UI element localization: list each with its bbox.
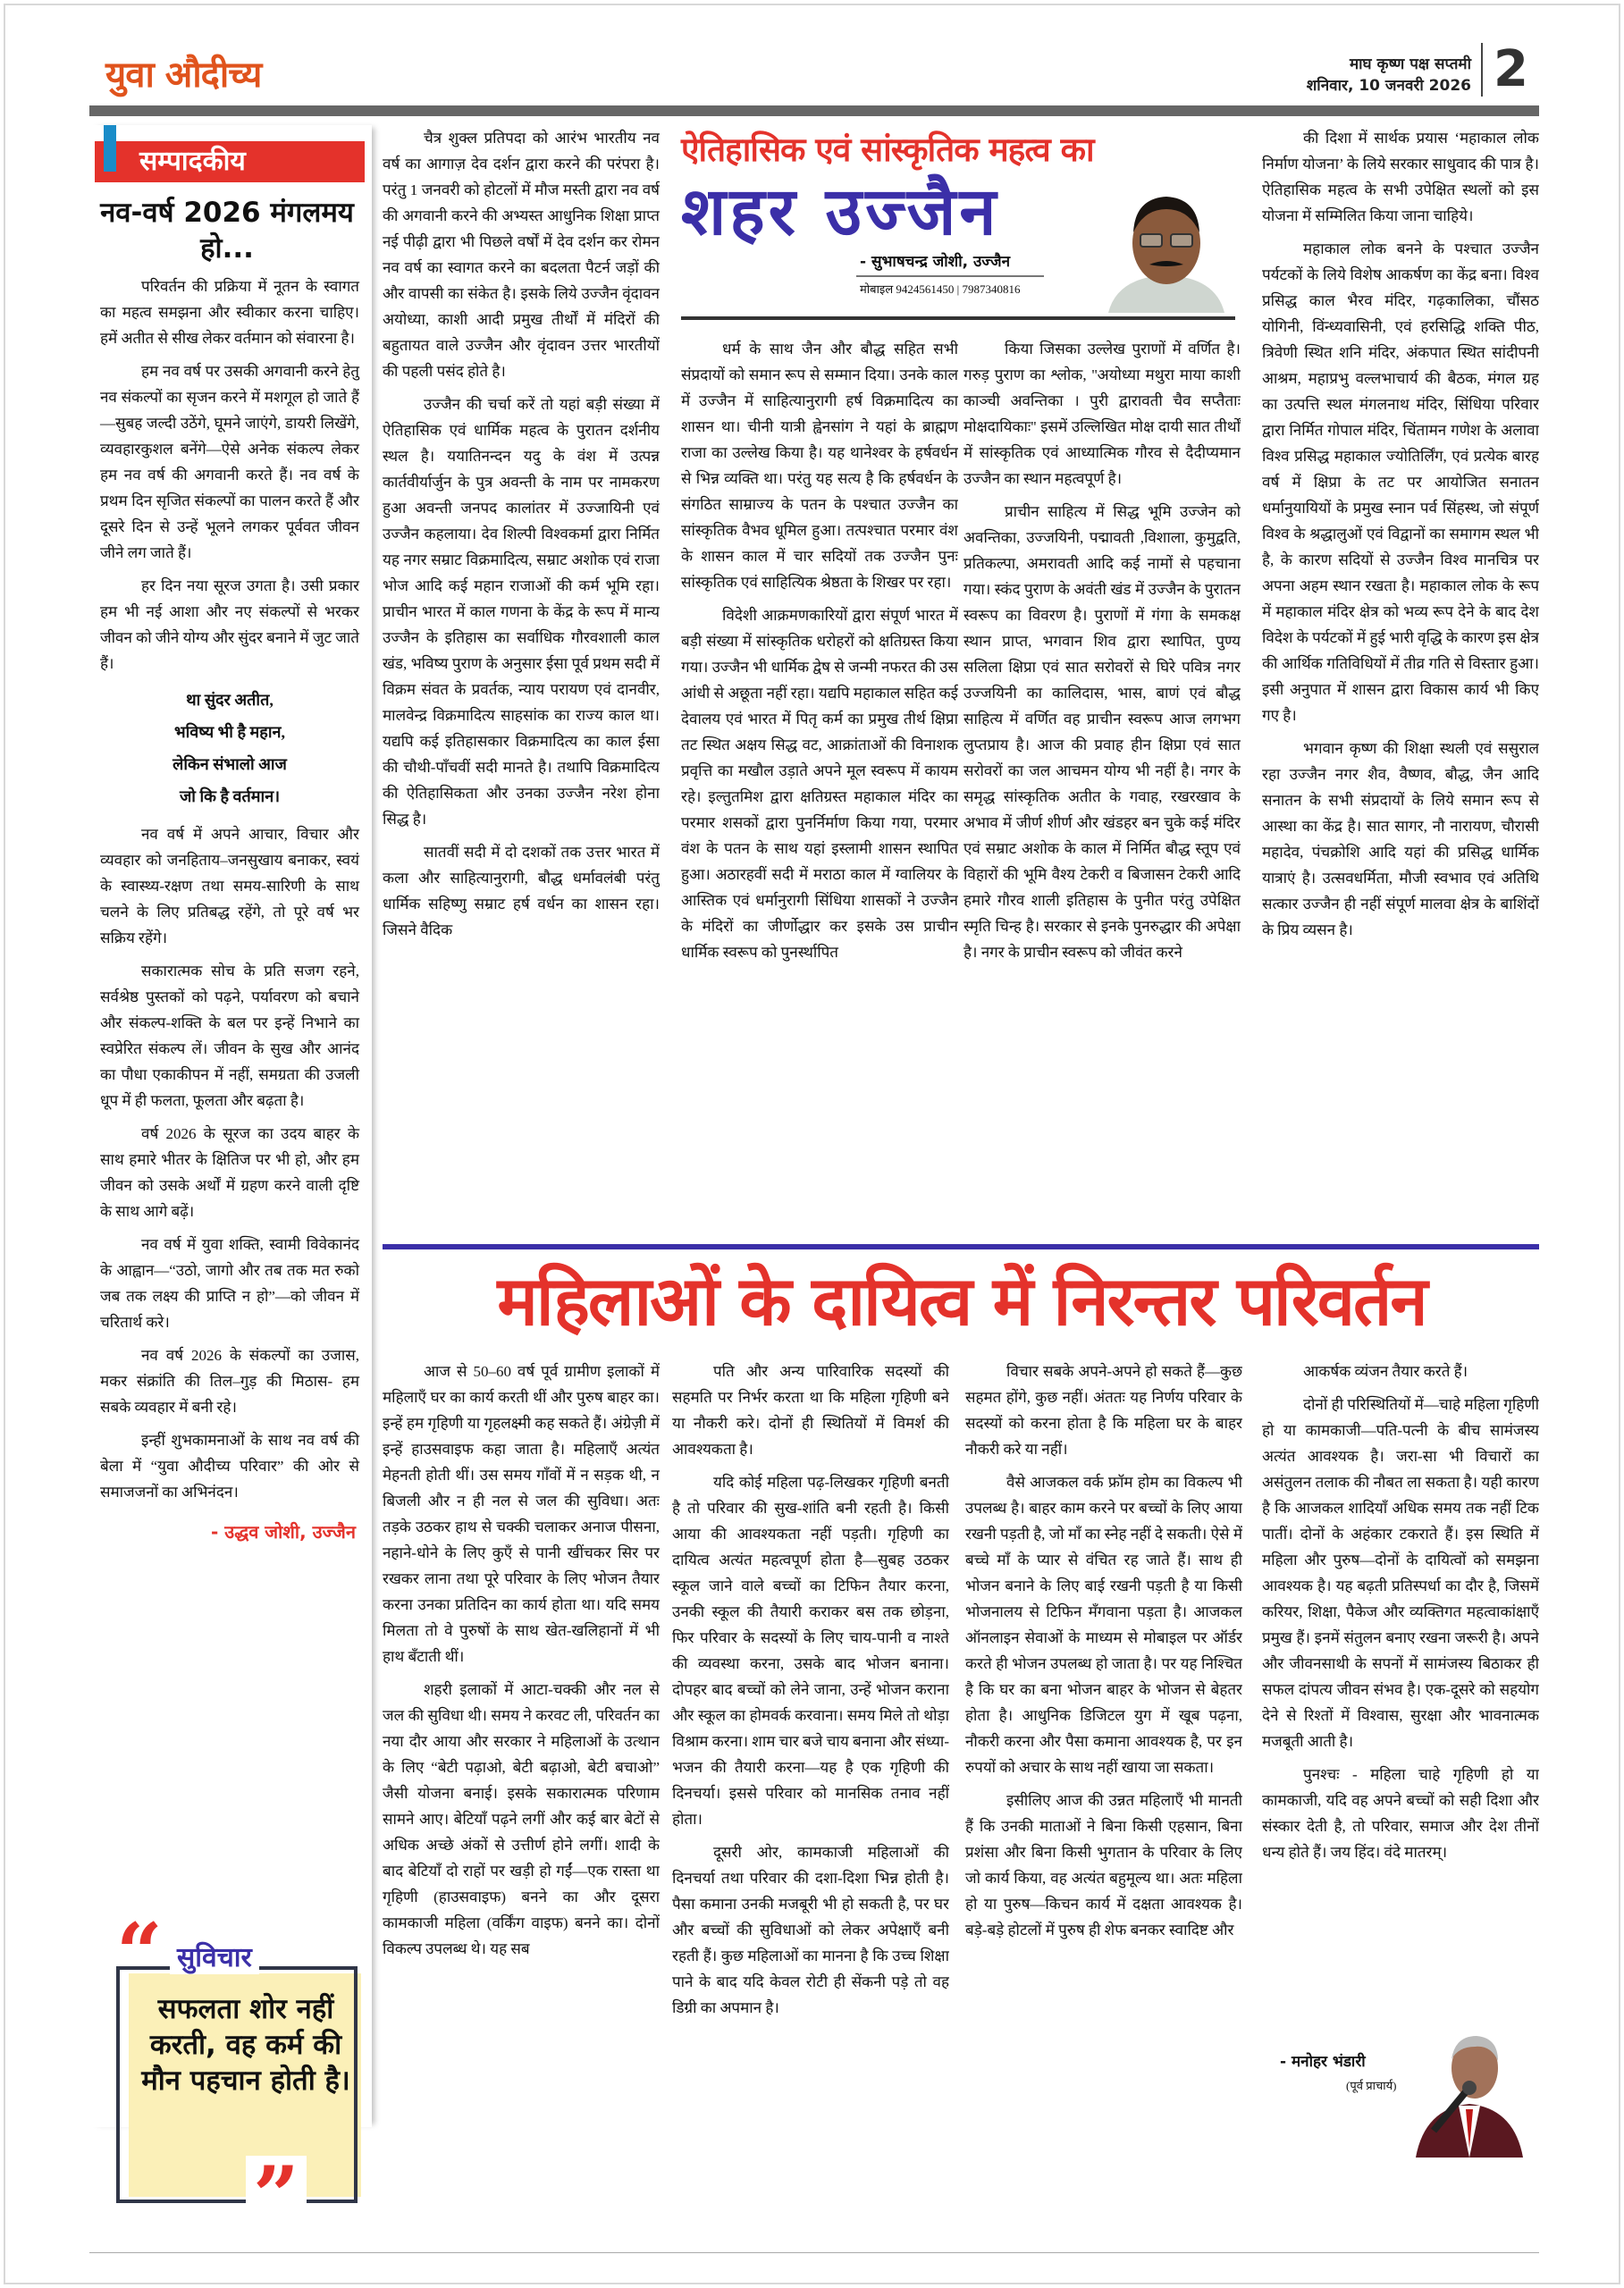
paragraph: शहरी इलाकों में आटा-चक्की और नल से जल की सुविधा थी। समय ने करवट ली, परिवर्तन का नया दौर आया और सरकार ने महिलाओं के उत्थान के लिए “बेटी पढ़ाओ, बेटी बढ़ाओ, बेटी बचाओ” जैसी योजना बनाई। इसके सकारात्मक परिणाम सामने आए। बेटियाँ पढ़ने लगीं और कई बार बेटों से अधिक अच्छे अंकों से उत्तीर्ण होने लगीं। शादी के बाद बेटियाँ दो राहों पर खड़ी हो गईं—एक रास्ता था गृहिणी (हाउसवाइफ) बनने का और दूसरा कामकाजी महिला (वर्किंग वाइफ) बनने का। दोनों विकल्प उपलब्ध थे। यह सब — [383, 1681, 660, 1957]
close-quote-icon: ” — [246, 2156, 307, 2236]
article-column — [672, 1358, 949, 2270]
article-column — [965, 1358, 1242, 2270]
divider — [383, 1244, 1539, 1249]
article-column — [1262, 1358, 1539, 2047]
divider — [856, 275, 1044, 277]
article-author: - सुभाषचन्द्र जोशी, उज्जैन — [860, 253, 1011, 271]
paragraph: आकर्षक व्यंजन तैयार करते हैं। — [1303, 1363, 1468, 1380]
author-photo — [1099, 179, 1233, 313]
paragraph: की दिशा में सार्थक प्रयास ‘महाकाल लोक निर्माण योजना’ के लिये सरकार साधुवाद की पात्र है। ऐतिहासिक महत्व के सभी उपेक्षित स्थलों को इस योजना में सम्मिलित किया जाना चाहिये। — [1262, 130, 1539, 224]
paragraph: हम नव वर्ष पर उसकी अगवानी करने हेतु नव संकल्पों का सृजन करने में मशगूल हो जाते हैं—सुबह जल्दी उठेंगे, घूमने जाएंगे, डायरी लिखेंगे, व्यवहारकुशल बनेंगे—ऐसे अनेक संकल्प लेकर हम नव वर्ष की अगवानी करते हैं। नव वर्ष के प्रथम दिन सृजित संकल्पों का पालन करते हैं और दूसरे दिन से उन्हें भूलने लगकर पूर्ववत जीवन जीने लग जाते हैं। — [100, 363, 359, 561]
paragraph: इन्हीं शुभकामनाओं के साथ नव वर्ष की बेला में “युवा औदीच्य परिवार” की ओर से समाजजनों का अभिनंदन। — [100, 1432, 359, 1501]
verse-line: था सुंदर अतीत, — [186, 691, 273, 709]
page-number: 2 — [1481, 43, 1528, 97]
issue-date: शनिवार, 10 जनवरी 2026 — [1306, 77, 1471, 95]
paragraph: पुनश्चः - महिला चाहे गृहिणी हो या कामकाजी, यदि वह अपने बच्चों को सही दिशा और संस्कार देती है, तो परिवार, समाज और देश तीनों धन्य होते हैं। जय हिंद। वंदे मातरम्। — [1262, 1766, 1539, 1861]
article-women — [383, 1237, 1539, 2283]
verse — [100, 684, 359, 812]
paragraph: नव वर्ष में युवा शक्ति, स्वामी विवेकानंद के आह्वान—“उठो, जागो और तब तक मत रुको जब तक लक्ष्य की प्राप्ति न हो”—को जीवन में चरितार्थ करे। — [100, 1236, 359, 1331]
editorial-body — [89, 266, 365, 1505]
paragraph: वैसे आजकल वर्क फ्रॉम होम का विकल्प भी उपलब्ध है। बाहर काम करने पर बच्चों के लिए आया रखनी पड़ती है, जो माँ का स्नेह नहीं दे सकती। ऐसे में बच्चे माँ के प्यार से वंचित रह जाते हैं। साथ ही भोजन बनाने के लिए बाई रखनी पड़ती है या किसी भोजनालय से टिफिन मँगवाना पड़ता है। आजकल ऑनलाइन सेवाओं के माध्यम से मोबाइल पर ऑर्डर करते ही भोजन उपलब्ध हो जाता है। पर यह निश्चित है कि घर का बना भोजन बाहर के भोजन से बेहतर होता है। आधुनिक डिजिटल युग में खूब पढ़ना, नौकरी करना और पैसा कमाना आवश्यक है, पर इन रुपयों को अचार के साथ नहीं खाया जा सकता। — [965, 1474, 1242, 1776]
date-block — [1307, 54, 1471, 97]
newspaper-logo: युवा औदीच्य — [105, 55, 262, 96]
paragraph: धर्म के साथ जैन और बौद्ध सहित सभी संप्रदायों को समान रूप से सम्मान दिया। उनके काल में उज्जैन में साहित्यानुरागी हर्ष विक्रमादित्य का शासन था। चीनी यात्री ह्वेनसांग ने यहां के ब्राह्मण राजा का उल्लेख किया है। यह थानेश्वर के हर्षवर्धन से भिन्न व्यक्ति था। परंतु यह सत्य है कि हर्षवर्धन के संगठित साम्राज्य के पतन के पश्चात उज्जैन का सांस्कृतिक वैभव धूमिल हुआ। तत्पश्चात परमार वंश के शासन काल में चार सदियों तक उज्जैन पुनः सांस्कृतिक एवं साहित्यिक श्रेष्ठता के शिखर पर रहा। — [681, 341, 958, 591]
article-ujjain — [383, 125, 1539, 1233]
article-title: महिलाओं के दायित्व में निरन्तर परिवर्तन — [497, 1261, 1426, 1341]
paragraph: पति और अन्य पारिवारिक सदस्यों की सहमति पर निर्भर करता था कि महिला गृहिणी बने या नौकरी करे। दोनों ही स्थितियों में विमर्श की आवश्यकता है। — [672, 1363, 949, 1458]
article-title: शहर उज्जैन — [681, 173, 1000, 250]
open-quote-icon: “ — [116, 1905, 163, 2000]
paragraph: विचार सबके अपने-अपने हो सकते हैं—कुछ सहमत होंगे, कुछ नहीं। अंततः यह निर्णय परिवार के सदस्यों को करना होता है कि महिला घर के बाहर नौकरी करे या नहीं। — [965, 1363, 1242, 1458]
paragraph: हर दिन नया सूरज उगता है। उसी प्रकार हम भी नई आशा और नए संकल्पों से भरकर जीवन को जीने योग्य और सुंदर बनाने में जुट जाते हैं। — [100, 577, 359, 672]
paragraph: उज्जैन की चर्चा करें तो यहां बड़ी संख्या में ऐतिहासिक एवं धार्मिक महत्व के पुरातन दर्शनीय स्थल है। ययातिनन्दन यदु के वंश में उत्पन्न कार्तवीर्यार्जुन के पुत्र अवन्ती के नाम पर नामकरण हुआ अवन्ती जनपद कालांतर में उज्जायिनी एवं उज्जैन कहलाया। देव शिल्पी विश्वकर्मा द्वारा निर्मित यह नगर सम्राट विक्रमादित्य, सम्राट अशोक एवं राजा भोज आदि कई महान राजाओं की कर्म भूमि रहा। प्राचीन भारत में काल गणना के केंद्र के रूप में मान्य उज्जैन के इतिहास का सर्वाधिक गौरवशाली काल खंड, भविष्य पुराण के अनुसार ईसा पूर्व प्रथम सदी में विक्रम संवत के प्रवर्तक, न्याय परायण एवं दानवीर, मालवेन्द्र विक्रमादित्य साहसांक का राज्य काल था। यद्यपि कई इतिहासकार विक्रमादित्य का काल ईसा की चौथी-पाँचवीं सदी मानते है। तथापि विक्रमादित्य की ऐतिहासिकता और उनका उज्जैन नरेश होना सिद्ध है। — [383, 396, 660, 828]
article-header — [681, 125, 1235, 317]
paragraph: यदि कोई महिला पढ़-लिखकर गृहिणी बनती है तो परिवार की सुख-शांति बनी रहती है। किसी आया की आवश्यकता नहीं पड़ती। गृहिणी का दायित्व अत्यंत महत्वपूर्ण होता है—सुबह उठकर स्कूल जाने वाले बच्चों का टिफिन तैयार करना, उनकी स्कूल की तैयारी कराकर बस तक छोड़ना, फिर परिवार के सदस्यों के लिए चाय-पानी व नाश्ते की व्यवस्था करना, उसके बाद भोजन बनाना। दोपहर बाद बच्चों को लेने जाना, उन्हें भोजन कराना और स्कूल का होमवर्क करवाना। समय मिले तो थोड़ा विश्राम करना। शाम चार बजे चाय बनाना और संध्या-भजन की तैयारी करना—यह है एक गृहिणी की दिनचर्या। इससे परिवार को मानसिक तनाव नहीं होता। — [672, 1474, 949, 1828]
editorial-section-label: सम्पादकीय — [95, 141, 365, 182]
verse-line: लेकिन संभालो आज — [172, 755, 287, 773]
paragraph: विदेशी आक्रमणकारियों द्वारा संपूर्ण भारत में बड़ी संख्या में सांस्कृतिक धरोहरों को क्षतिग्रस्त किया गया। उज्जैन भी धार्मिक द्वेष से जन्मी नफरत की उस आंधी से अछूता नहीं रहा। यद्यपि महाकाल सहित कई देवालय एवं भारत में पितृ कर्म का प्रमुख तीर्थ क्षिप्रा तट स्थित अक्षय सिद्ध वट, आक्रांताओं की विनाशक प्रवृत्ति का मखौल उड़ाते अपने मूल स्वरूप में कायम रहे। इल्तुतमिश द्वारा क्षतिग्रस्त महाकाल मंदिर का परमार शसकों द्वारा पुनर्निर्माण किया गया, परमार वंश के पतन के साथ यहां इस्लामी शासन स्थापित हुआ। अठारहवीं सदी में मराठा काल में ग्वालियर के आस्तिक एवं धर्मानुरागी सिंधिया शासकों ने उज्जैन के मंदिरों का जीर्णोद्धार कर इसके उस प्राचीन धार्मिक स्वरूप को पुनर्स्थापित — [681, 607, 958, 961]
paragraph: परिवर्तन की प्रक्रिया में नूतन के स्वागत का महत्व समझना और स्वीकार करना चाहिए। हमें अतीत से सीख लेकर वर्तमान को संवारना है। — [100, 278, 359, 347]
header-rule — [89, 105, 1539, 116]
editorial-title: नव-वर्ष 2026 मंगलमय हो... — [100, 197, 354, 265]
paragraph: सकारात्मक सोच के प्रति सजग रहने, सर्वश्रेष्ठ पुस्तकों को पढ़ने, पर्यावरण को बचाने और संकल्प-शक्ति के बल पर इन्हें निभाने का स्वप्रेरित संकल्प लें। जीवन के सुख और आनंद का पौधा एकाकीपन में नहीं, समग्रता की उजली धूप में ही फलता, फूलता और बढ़ता है। — [100, 963, 359, 1109]
paragraph: सातवीं सदी में दो दशकों तक उत्तर भारत में कला और साहित्यानुरागी, बौद्ध धर्मावलंबी परंतु धार्मिक सहिष्णु सम्राट हर्ष वर्धन का शासन रहा। जिसने वैदिक — [383, 844, 660, 938]
verse-line: जो कि है वर्तमान। — [179, 787, 281, 805]
paragraph: दूसरी ओर, कामकाजी महिलाओं की दिनचर्या तथा परिवार की दशा-दिशा भिन्न होती है। पैसा कमाना उनकी मजबूरी भी हो सकती है, पर घर और बच्चों की सुविधाओं को लेकर अपेक्षाएँ बनी रहती हैं। कुछ महिलाओं का मानना है कि उच्च शिक्षा पाने के बाद यदि केवल रोटी ही सेंकनी पड़े तो वह डिग्री का अपमान है। — [672, 1844, 949, 2016]
article-column — [681, 336, 958, 1221]
paragraph: भगवान कृष्ण की शिक्षा स्थली एवं ससुराल रहा उज्जैन नगर शैव, वैष्णव, बौद्ध, जैन आदि सनातन के सभी संप्रदायों के लिये समान रूप से आस्था का केंद्र है। सात सागर, नौ नारायण, चौरासी महादेव, पंचक्रोशि आदि यहां की प्रसिद्ध धार्मिक यात्राएं है। उत्सवधर्मिता, मौजी स्वभाव एवं अतिथि सत्कार उज्जैन ही नहीं संपूर्ण मालवा क्षेत्र के बाशिंदों के प्रिय व्यसन है। — [1262, 740, 1539, 938]
editorial-byline: - उद्धव जोशी, उज्जैन — [211, 1521, 356, 1543]
paragraph: इसीलिए आज की उन्नत महिलाएँ भी मानती हैं कि उनकी माताओं ने बिना किसी एहसान, बिना प्रशंसा और बिना किसी भुगतान के परिवार के लिए जो कार्य किया, वह अत्यंत बहुमूल्य था। अतः महिला हो या पुरुष—किचन कार्य में दक्षता आवश्यक है। बड़े-बड़े होटलों में पुरुष ही शेफ बनकर स्वादिष्ट और — [965, 1792, 1242, 1939]
article-column — [1262, 125, 1539, 1224]
paragraph: दोनों ही परिस्थितियों में—चाहे महिला गृहिणी हो या कामकाजी—पति-पत्नी के बीच सामंजस्य अत्यंत आवश्यक है। जरा-सा भी विचारों का असंतुलन तलाक की नौबत ला सकता है। यही कारण है कि आजकल शादियाँ अधिक समय तक नहीं टिक पातीं। दोनों के अहंकार टकराते हैं। इस स्थिति में महिला और पुरुष—दोनों के दायित्वों को समझना आवश्यक है। यह बढ़ती प्रतिस्पर्धा का दौर है, जिसमें करियर, शिक्षा, पैकेज और व्यक्तिगत महत्वाकांक्षाएँ प्रमुख हैं। इनमें संतुलन बनाए रखना जरूरी है। अपने और जीवनसाथी के सपनों में सामंजस्य बिठाकर ही सफल दांपत्य जीवन संभव है। एक-दूसरे को सहयोग देने से रिश्तों में विश्वास, सुरक्षा और भावनात्मक मजबूती आती है। — [1262, 1396, 1539, 1750]
suvichar-quote: सफलता शोर नहीं करती, वह कर्म की मौन पहचान होती है। — [141, 1993, 350, 2097]
divider — [681, 316, 1235, 320]
suvichar-box — [107, 1905, 366, 2243]
article-column — [963, 336, 1241, 1221]
paragraph: वर्ष 2026 के सूरज का उदय बाहर के साथ हमारे भीतर के क्षितिज पर भी हो, और हम जीवन को उसके अर्थों में ग्रहण करने वाली दृष्टि के साथ आगे बढ़ें। — [100, 1125, 359, 1220]
article-column — [383, 1358, 660, 2270]
paragraph: नव वर्ष 2026 के संकल्पों का उजास, मकर संक्रांति की तिल–गुड़ की मिठास- हम सबके व्यवहार में बनी रहे। — [100, 1347, 359, 1416]
tithi: माघ कृष्ण पक्ष सप्तमी — [1349, 55, 1471, 73]
suvichar-label: सुविचार — [170, 1938, 259, 1974]
author-title: (पूर्व प्राचार्य) — [1346, 2079, 1397, 2092]
paragraph: आज से 50–60 वर्ष पूर्व ग्रामीण इलाकों में महिलाएँ घर का कार्य करती थीं और पुरुष बाहर का। इन्हें हम गृहिणी या गृहलक्ष्मी कह सकते हैं। अंग्रेज़ी में इन्हें हाउसवाइफ कहा जाता है। महिलाएँ अत्यंत मेहनती होती थीं। उस समय गाँवों में न सड़क थी, न बिजली और न ही नल से जल की सुविधा। अतः तड़के उठकर हाथ से चक्की चलाकर अनाज पीसना, नहाने-धोने के लिए कुएँ से पानी खींचकर सिर पर रखकर लाना तथा पूरे परिवार के लिए भोजन तैयार करना उनका प्रतिदिन का कार्य होता था। यदि समय मिलता तो वे पुरुषों के साथ खेत-खलिहानों में भी हाथ बँटाती थीं। — [383, 1363, 660, 1665]
paragraph: चैत्र शुक्ल प्रतिपदा को आरंभ भारतीय नव वर्ष का आगाज़ देव दर्शन द्वारा करने की परंपरा है। परंतु 1 जनवरी को होटलों में मौज मस्ती द्वारा नव वर्ष की अगवानी करने की अभ्यस्त आधुनिक शिक्षा प्राप्त नई पीढ़ी द्वारा भी पिछले वर्षों में देव दर्शन कर रोमन नव वर्ष का स्वागत करने का बदलता पैटर्न जड़ों की और वापसी का संकेत है। इसके लिये उज्जैन वृंदावन अयोध्या, काशी आदी प्रमुख तीर्थों में मंदिरों की बहुतायत वाले उज्जैन और वृंदावन उत्तर भारतीयों की पहली पसंद होते है। — [383, 130, 660, 380]
paragraph: नव वर्ष में अपने आचार, विचार और व्यवहार को जनहिताय–जनसुखाय बनाकर, स्वयं के स्वास्थ्य-रक्षण तथा समय-सारिणी के साथ चलने के लिए प्रतिबद्ध रहेंगे, तो पूरे वर्ष भर सक्रिय रहेंगे। — [100, 826, 359, 946]
paragraph: किया जिसका उल्लेख पुराणों में वर्णित है। गरुड़ पुराण का श्लोक, ''अयोध्या मथुरा माया काशी काञ्ची अवन्तिका । पुरी द्वारावती चैव सप्तैताः मोक्षदायिकाः'' इसमें उल्लिखित मोक्ष दायी सात तीर्थों में सांस्कृतिक एवं आध्यात्मिक गौरव से दैदीप्यमान उज्जैन का स्थान महत्वपूर्ण है। — [963, 341, 1241, 487]
masthead — [89, 40, 1537, 104]
paragraph: प्राचीन साहित्य में सिद्ध भूमि उज्जेन को अवन्तिका, उज्जयिनी, पद्मावती ,विशाला, कुमुद्वति, प्रतिकल्पा, अमरावती आदि कई नामों से पहचाना गया। स्कंद पुराण के अवंती खंड में उज्जैन के पुरातन स्वरूप का विवरण है। पुराणों में गंगा के समकक्ष स्थान प्राप्त, भगवान शिव द्वारा स्थापित, पुण्य सलिला क्षिप्रा एवं सात सरोवरों से घिरे पवित्र नगर उज्जयिनी का कालिदास, भास, बाणं एवं बौद्ध साहित्य में वर्णित वह प्राचीन स्वरूप आज लगभग लुप्तप्राय है। आज की प्रवाह हीन क्षिप्रा एवं सात सरोवरों का जल आचमन योग्य भी नहीं है। नगर के समृद्ध सांस्कृतिक अतीत के गवाह, रखरखाव के अभाव में जीर्ण शीर्ण और खंडहर बन चुके कई मंदिर एवं सम्राट अशोक के काल में निर्मित बौद्ध स्तूप एवं विहारों की भूमि वैश्य टेकरी व बिजासन टेकरी आदि हमारे गौरव शाली इतिहास के पुनीत परंतु उपेक्षित स्मृति चिन्ह है। सरकार से इनके पुनरुद्धार की अपेक्षा है। नगर के प्राचीन स्वरूप को जीवंत करने — [963, 503, 1241, 961]
verse-line: भविष्य भी है महान, — [173, 723, 285, 741]
author-mobile: मोबाइल 9424561450 | 7987340816 — [860, 282, 1021, 296]
author-photo — [1416, 2023, 1523, 2158]
editorial-column — [89, 125, 372, 2243]
article-kicker: ऐतिहासिक एवं सांस्कृतिक महत्व का — [681, 130, 1094, 169]
article-author: - मनोहर भंडारी — [1280, 2053, 1366, 2071]
article-column — [383, 125, 660, 1224]
paragraph: महाकाल लोक बनने के पश्चात उज्जैन पर्यटकों के लिये विशेष आकर्षण का केंद्र बना। विश्व प्रसिद्ध काल भैरव मंदिर, गढ़कालिका, चौंसठ योगिनी, विंन्ध्यवासिनी, एवं हरसिद्धि शक्ति पीठ, त्रिवेणी स्थित शनि मंदिर, अंकपात स्थित सांदीपनी आश्रम, महाप्रभु वल्लभाचार्य की बैठक, मंगल ग्रह का उत्पत्ति स्थल मंगलनाथ मंदिर, सिंधिया परिवार द्वारा निर्मित गोपाल मंदिर, चिंतामन गणेश के अलावा विश्व प्रसिद्ध महाकाल ज्योतिर्लिंग, एवं प्रत्येक बारह वर्ष में क्षिप्रा के तट पर आयोजित सनातन धर्मानुयायियों के प्रमुख स्नान पर्व सिंहस्थ, जो संपूर्ण विश्व के श्रद्धालुओं एवं विद्वानों का समागम स्थल भी है, के कारण सदियों से उज्जैन विश्व मानचित्र पर अपना अहम स्थान रखता है। महाकाल लोक के रूप में महाकाल मंदिर क्षेत्र को भव्य रूप देने के बाद देश विदेश के पर्यटकों में हुई भारी वृद्धि के कारण इस क्षेत्र की आर्थिक गतिविधियों में तीव्र गति से विस्तार हुआ। इसी अनुपात में शासन द्वारा विकास कार्य भी किए गए है। — [1262, 240, 1539, 724]
footer-rule — [89, 2252, 1539, 2253]
tab-marker-icon — [104, 125, 116, 172]
